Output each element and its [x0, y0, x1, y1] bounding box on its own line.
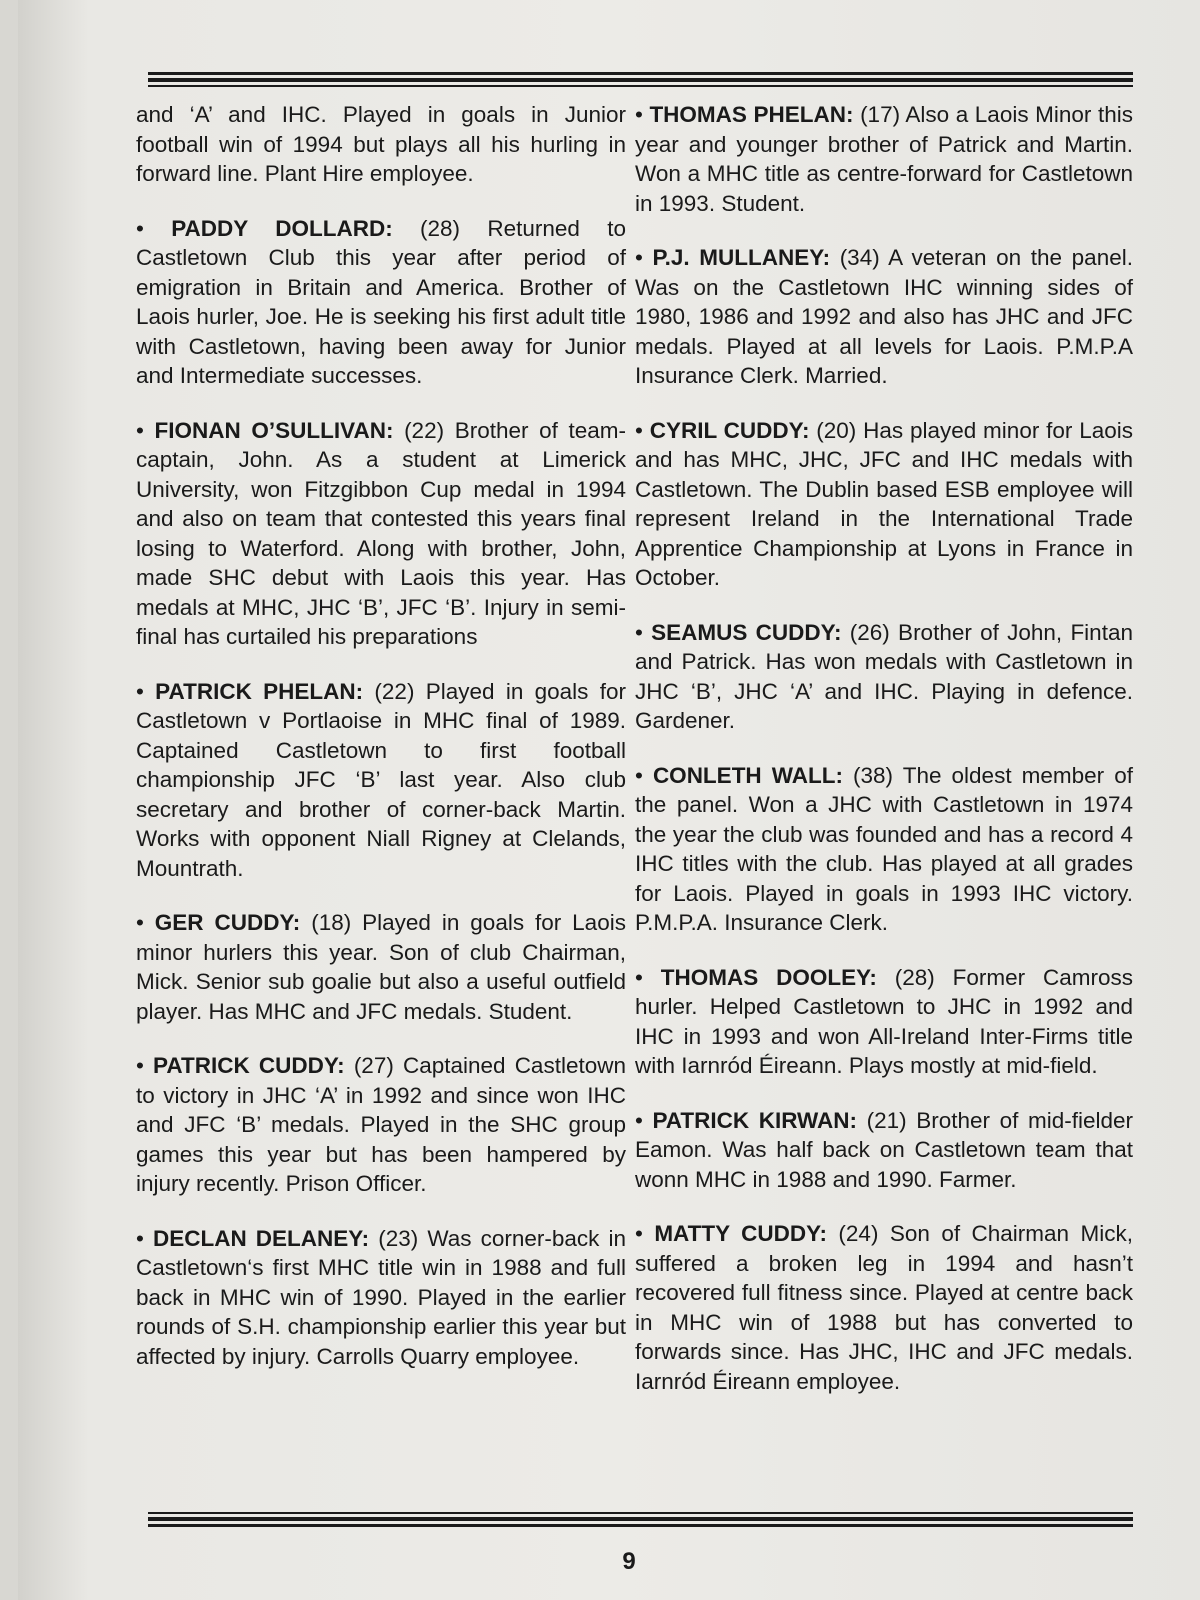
player-name: MATTY CUDDY:	[654, 1221, 827, 1246]
continuation-entry	[136, 100, 626, 189]
player-name: PATRICK KIRWAN:	[652, 1107, 858, 1133]
player-entry: • GER CUDDY: (18) Played in goals for Laois minor hurlers this year. Son of club Chairman, Mick. Senior sub goalie but also a useful outfield player. Has MHC and JFC medals. Student.	[136, 910, 626, 1024]
player-name: CYRIL CUDDY:	[649, 417, 810, 443]
player-bio: (23) Was corner-back in Castletown‘s first MHC title win in 1988 and full back in MHC win of 1990. Played in the earlier rounds of S.H. championship earlier this year but affected by injury. Carrolls Quarry employee.	[136, 1225, 626, 1369]
continuation-text: and ‘A’ and IHC. Played in goals in Junior football win of 1994 but plays all his hurling in forward line. Plant Hire employee.	[136, 102, 626, 186]
player-name: THOMAS PHELAN:	[649, 102, 854, 127]
player-entry: • P.J. MULLANEY: (34) A veteran on the panel. Was on the Castletown IHC winning sides of 1980, 1986 and 1992 and also has JHC and JFC medals. Played at all levels for Laois. P.M.P.A Insurance Clerk. Married.	[635, 245, 1133, 388]
player-name: THOMAS DOOLEY:	[660, 964, 877, 990]
player-entry: • PATRICK KIRWAN: (21) Brother of mid-fielder Eamon. Was half back on Castletown team that wonn MHC in 1988 and 1990. Farmer.	[635, 1107, 1133, 1192]
player-bio: (27) Captained Castletown to victory in JHC ‘A’ in 1992 and since won IHC and JFC ‘B’ medals. Played in the SHC group games this year but has been hampered by injury recently. Prison Officer.	[136, 1053, 626, 1196]
player-bio: (28) Returned to Castletown Club this year after period of emigration in Britain and America. Brother of Laois hurler, Joe. He is seeking his first adult title with Castletown, having been away for Junior and Intermediate successes.	[136, 215, 626, 388]
player-entry: • SEAMUS CUDDY: (26) Brother of John, Fintan and Patrick. Has won medals with Castletown in JHC ‘B’, JHC ‘A’ and IHC. Playing in defence. Gardener.	[635, 619, 1133, 733]
player-bio: (34) A veteran on the panel. Was on the Castletown IHC winning sides of 1980, 1986 and 1992 and also has JHC and JFC medals. Played at all levels for Laois. P.M.P.A Insurance Clerk. Married.	[635, 245, 1133, 388]
page-number: 9	[622, 1548, 636, 1575]
player-entry: • PATRICK PHELAN: (22) Played in goals for Castletown v Portlaoise in MHC final of 1989. Captained Castletown to first football championship JFC ‘B’ last year. Also club secretary and brother of corner-back Martin. Works with opponent Niall Rigney at Clelands, Mountrath.	[136, 678, 626, 881]
player-name: PADDY DOLLARD:	[171, 215, 393, 241]
player-bio: (18) Played in goals for Laois minor hurlers this year. Son of club Chairman, Mick. Senior sub goalie but also a useful outfield player. Has MHC and JFC medals. Student.	[136, 910, 626, 1024]
player-name: P.J. MULLANEY:	[652, 245, 831, 270]
player-bio: (38) The oldest member of the panel. Won a JHC with Castletown in 1974 the year the club was founded and has a record 4 IHC titles with the club. Has played at all grades for Laois. Played in goals in 1993 IHC victory. P.M.P.A. Insurance Clerk.	[635, 762, 1133, 935]
player-name: DECLAN DELANEY:	[152, 1225, 370, 1251]
player-bio: (17) Also a Laois Minor this year and younger brother of Patrick and Martin. Won a MHC title as centre-forward for Castletown in 1993. Student.	[635, 102, 1133, 216]
player-entry: • PATRICK CUDDY: (27) Captained Castletown to victory in JHC ‘A’ in 1992 and since won IHC and JFC ‘B’ medals. Played in the SHC group games this year but has been hampered by injury recently. Prison Officer.	[136, 1053, 626, 1196]
player-name: FIONAN O’SULLIVAN:	[154, 417, 394, 443]
bottom-rule	[148, 1512, 1133, 1530]
player-entry: • MATTY CUDDY: (24) Son of Chairman Mick, suffered a broken leg in 1994 and hasn’t recovered full fitness since. Played at centre back in MHC win of 1988 but has converted to forwards since. Has JHC, IHC and JFC medals. Iarnród Éireann employee.	[635, 1221, 1133, 1394]
player-name: PATRICK CUDDY:	[153, 1053, 345, 1078]
player-name: PATRICK PHELAN:	[155, 678, 364, 704]
player-entry: • PADDY DOLLARD: (28) Returned to Castletown Club this year after period of emigration in Britain and America. Brother of Laois hurler, Joe. He is seeking his first adult title with Castletown, having been away for Junior and Intermediate successes.	[136, 215, 626, 388]
player-entry: • THOMAS DOOLEY: (28) Former Camross hurler. Helped Castletown to JHC in 1992 and IHC in 1993 and won All-Ireland Inter-Firms title with Iarnród Éireann. Plays mostly at mid-field.	[635, 964, 1133, 1078]
player-entry: • CONLETH WALL: (38) The oldest member of the panel. Won a JHC with Castletown in 1974 the year the club was founded and has a record 4 IHC titles with the club. Has played at all grades for Laois. Played in goals in 1993 IHC victory. P.M.P.A. Insurance Clerk.	[635, 762, 1133, 935]
booklet-page	[18, 0, 1200, 1600]
top-rule	[148, 72, 1133, 90]
player-bio: (21) Brother of mid-fielder Eamon. Was half back on Castletown team that wonn MHC in 1988 and 1990. Farmer.	[635, 1107, 1133, 1192]
player-name: GER CUDDY:	[154, 910, 301, 935]
player-entry: • CYRIL CUDDY: (20) Has played minor for Laois and has MHC, JHC, JFC and IHC medals with Castletown. The Dublin based ESB employee will represent Ireland in the International Trade Apprentice Championship at Lyons in France in October.	[635, 417, 1134, 590]
player-bio: (20) Has played minor for Laois and has MHC, JHC, JFC and IHC medals with Castletown. The Dublin based ESB employee will represent Ireland in the International Trade Apprentice Championship at Lyons in France in October.	[635, 417, 1134, 590]
player-name: CONLETH WALL:	[652, 762, 843, 788]
player-bio: (22) Brother of team-captain, John. As a student at Limerick University, won Fitzgibbon Cup medal in 1994 and also on team that contested this years final losing to Waterford. Along with brother, John, made SHC debut with Laois this year. Has medals at MHC, JHC ‘B’, JFC ‘B’. Injury in semi-final has curtailed his preparations	[136, 417, 626, 649]
player-bio: (22) Played in goals for Castletown v Portlaoise in MHC final of 1989. Captained Castletown to first football championship JFC ‘B’ last year. Also club secretary and brother of corner-back Martin. Works with opponent Niall Rigney at Clelands, Mountrath.	[136, 678, 626, 881]
player-bio: (24) Son of Chairman Mick, suffered a broken leg in 1994 and hasn’t recovered full fitness since. Played at centre back in MHC win of 1988 but has converted to forwards since. Has JHC, IHC and JFC medals. Iarnród Éireann employee.	[635, 1221, 1133, 1394]
player-entry: • DECLAN DELANEY: (23) Was corner-back in Castletown‘s first MHC title win in 1988 and full back in MHC win of 1990. Played in the earlier rounds of S.H. championship earlier this year but affected by injury. Carrolls Quarry employee.	[136, 1225, 626, 1369]
player-name: SEAMUS CUDDY:	[651, 619, 842, 645]
player-bio: (26) Brother of John, Fintan and Patrick. Has won medals with Castletown in JHC ‘B’, JHC ‘A’ and IHC. Playing in defence. Gardener.	[635, 619, 1133, 733]
player-entry: • FIONAN O’SULLIVAN: (22) Brother of team-captain, John. As a student at Limerick University, won Fitzgibbon Cup medal in 1994 and also on team that contested this years final losing to Waterford. Along with brother, John, made SHC debut with Laois this year. Has medals at MHC, JHC ‘B’, JFC ‘B’. Injury in semi-final has curtailed his preparations	[136, 417, 626, 649]
right-column	[635, 100, 1133, 1421]
left-column	[136, 100, 626, 1396]
player-bio: (28) Former Camross hurler. Helped Castletown to JHC in 1992 and IHC in 1993 and won All-Ireland Inter-Firms title with Iarnród Éireann. Plays mostly at mid-field.	[635, 964, 1133, 1078]
player-entry: • THOMAS PHELAN: (17) Also a Laois Minor this year and younger brother of Patrick and Martin. Won a MHC title as centre-forward for Castletown in 1993. Student.	[635, 102, 1133, 216]
